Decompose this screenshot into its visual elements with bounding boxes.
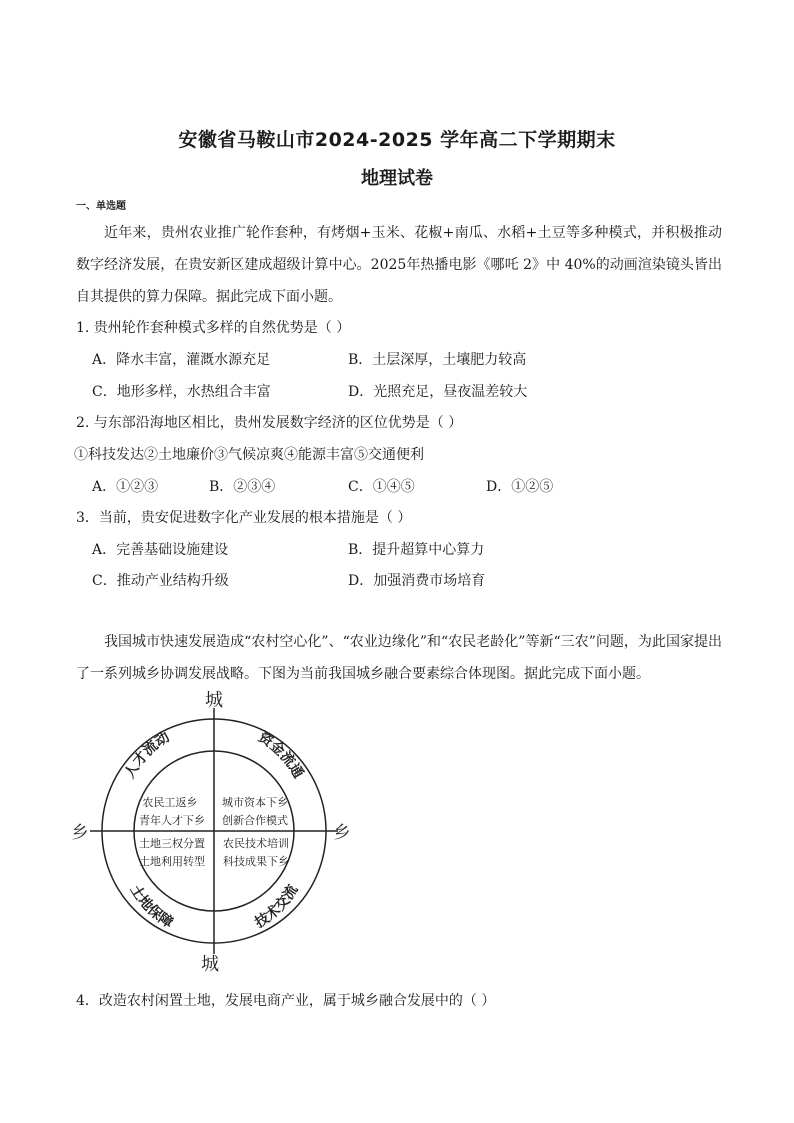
q2-option-a: A．①②③ xyxy=(92,479,159,495)
question-1-stem: 1. 贵州轮作套种模式多样的自然优势是（ ） xyxy=(76,320,351,336)
q1-option-b: B．土层深厚，土壤肥力较高 xyxy=(348,352,527,368)
q2-option-c: C．①④⑤ xyxy=(348,479,415,495)
arc-label-tech-exchange: 技术交流 xyxy=(252,882,302,932)
quadrant-br-line2: 科技成果下乡 xyxy=(223,855,289,868)
label-bottom-city: 城 xyxy=(201,954,219,975)
arc-label-land-guarantee: 土地保障 xyxy=(126,882,176,932)
exam-subtitle: 地理试卷 xyxy=(361,168,433,189)
q2-option-b: B．②③④ xyxy=(209,479,276,495)
quadrant-tr-line1: 城市资本下乡 xyxy=(222,796,288,809)
question-4-stem: 4．改造农村闲置土地，发展电商产业，属于城乡融合发展中的（ ） xyxy=(76,993,496,1009)
q3-option-b: B．提升超算中心算力 xyxy=(348,542,485,558)
question-2-items: ①科技发达②土地廉价③气候凉爽④能源丰富⑤交通便利 xyxy=(74,447,424,463)
quadrant-tl-line2: 青年人才下乡 xyxy=(139,814,205,827)
quadrant-br-line1: 农民技术培训 xyxy=(223,837,289,850)
arc-label-capital-flow: 资金流通 xyxy=(255,729,307,782)
q3-option-c: C．推动产业结构升级 xyxy=(92,573,229,589)
quadrant-bl-line1: 土地三权分置 xyxy=(139,837,205,850)
urban-rural-diagram xyxy=(60,686,360,976)
label-top-city: 城 xyxy=(205,690,223,711)
q2-option-d: D．①②⑤ xyxy=(486,479,554,495)
q3-option-a: A．完善基础设施建设 xyxy=(92,542,229,558)
label-right-rural: 乡 xyxy=(333,823,351,843)
q1-option-a: A．降水丰富，灌溉水源充足 xyxy=(92,352,271,368)
quadrant-bl-line2: 土地利用转型 xyxy=(139,855,205,868)
q1-option-d: D．光照充足，昼夜温差较大 xyxy=(348,384,528,400)
quadrant-tr-line2: 创新合作模式 xyxy=(222,814,288,827)
q1-option-c: C．地形多样，水热组合丰富 xyxy=(92,384,271,400)
exam-title: 安徽省马鞍山市2024-2025 学年高二下学期期末 xyxy=(178,129,616,151)
quadrant-tl-line1: 农民工返乡 xyxy=(142,796,198,809)
passage-1: 近年来，贵州农业推广轮作套种，有烤烟+玉米、花椒+南瓜、水稻+土豆等多种模式，并积极推动数字经济发展，在贵安新区建成超级计算中心。2025年热播电影《哪吒 2》中 40%的动画渲染镜头皆出自其提供的算力保障。据此完成下面小题。 xyxy=(76,225,722,305)
passage-2: 我国城市快速发展造成“农村空心化”、“农业边缘化”和“农民老龄化”等新“三农”问题，为此国家提出了一系列城乡协调发展战略。下图为当前我国城乡融合要素综合体现图。据此完成下面小题。 xyxy=(76,634,722,682)
q3-option-d: D．加强消费市场培育 xyxy=(348,573,486,589)
section-label: 一、单选题 xyxy=(76,201,126,212)
arc-label-talent-flow: 人才流动 xyxy=(121,729,173,782)
question-3-stem: 3．当前，贵安促进数字化产业发展的根本措施是（ ） xyxy=(76,510,412,526)
label-left-rural: 乡 xyxy=(71,823,89,843)
question-2-stem: 2. 与东部沿海地区相比，贵州发展数字经济的区位优势是（ ） xyxy=(76,415,463,431)
